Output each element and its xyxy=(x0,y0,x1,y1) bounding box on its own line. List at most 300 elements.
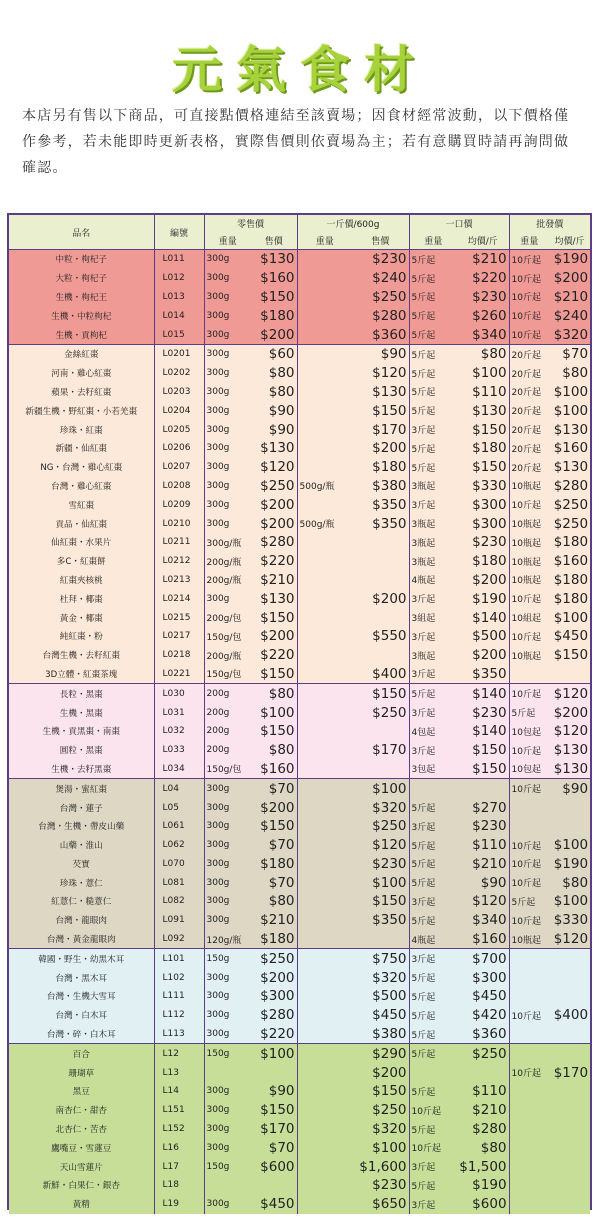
table-row xyxy=(9,703,590,722)
catty-weight xyxy=(297,608,352,627)
catty-price-link[interactable]: $120 xyxy=(352,364,409,383)
wholesale-price-link[interactable]: $250 xyxy=(549,514,590,533)
bulk-price-link[interactable]: $200 xyxy=(457,646,509,665)
bulk-min-qty: 5斤起 xyxy=(409,855,457,874)
wholesale-price-link[interactable]: $120 xyxy=(549,722,590,741)
wholesale-price-link[interactable]: $130 xyxy=(549,741,590,760)
wholesale-min-qty: 10瓶起 xyxy=(509,533,549,552)
table-row xyxy=(9,589,590,608)
retail-price-link[interactable]: $130 xyxy=(251,439,297,458)
catty-price-link[interactable]: $200 xyxy=(352,439,409,458)
wholesale-min-qty xyxy=(509,1120,549,1139)
wholesale-price-link[interactable]: $320 xyxy=(549,325,590,344)
retail-price-link[interactable]: $180 xyxy=(251,306,297,325)
catty-price-link[interactable]: $1,600 xyxy=(352,1157,409,1176)
wholesale-price-link xyxy=(549,817,590,836)
retail-price-link[interactable]: $90 xyxy=(251,1082,297,1101)
product-code: L070 xyxy=(154,855,204,874)
catty-price-link[interactable]: $380 xyxy=(352,477,409,496)
retail-price-link[interactable]: $120 xyxy=(251,458,297,477)
bulk-price-link[interactable]: $230 xyxy=(457,817,509,836)
wholesale-min-qty: 10瓶起 xyxy=(509,646,549,665)
bulk-price-link[interactable]: $450 xyxy=(457,987,509,1006)
catty-weight xyxy=(297,760,352,779)
product-code: L031 xyxy=(154,703,204,722)
retail-price-link[interactable]: $450 xyxy=(251,1195,297,1214)
wholesale-price-link[interactable]: $80 xyxy=(549,364,590,383)
wholesale-price-link[interactable]: $70 xyxy=(549,344,590,363)
catty-price-link[interactable]: $200 xyxy=(352,1063,409,1082)
retail-price-link[interactable]: $200 xyxy=(251,325,297,344)
bulk-price-link[interactable]: $210 xyxy=(457,855,509,874)
retail-price-link[interactable]: $280 xyxy=(251,533,297,552)
catty-price-link[interactable]: $180 xyxy=(352,458,409,477)
retail-weight: 300g xyxy=(204,306,251,325)
retail-weight: 200g xyxy=(204,722,251,741)
product-name: 台灣・黑木耳 xyxy=(9,968,154,987)
retail-price-link[interactable]: $150 xyxy=(251,722,297,741)
catty-price-link[interactable]: $250 xyxy=(352,817,409,836)
bulk-price-link[interactable]: $140 xyxy=(457,608,509,627)
wholesale-price-link[interactable]: $100 xyxy=(549,608,590,627)
product-code: L015 xyxy=(154,325,204,344)
wholesale-min-qty: 10斤起 xyxy=(509,306,549,325)
bulk-price-link[interactable]: $500 xyxy=(457,627,509,646)
bulk-price-link[interactable]: $420 xyxy=(457,1006,509,1025)
wholesale-price-link[interactable]: $100 xyxy=(549,383,590,402)
table-row xyxy=(9,608,590,627)
bulk-price-link[interactable]: $140 xyxy=(457,722,509,741)
table-row xyxy=(9,760,590,779)
retail-weight: 200g/瓶 xyxy=(204,552,251,571)
wholesale-price-link xyxy=(549,1120,590,1139)
catty-price-link[interactable]: $290 xyxy=(352,1044,409,1063)
catty-weight xyxy=(297,306,352,325)
catty-weight xyxy=(297,722,352,741)
bulk-price-link[interactable]: $110 xyxy=(457,836,509,855)
table-row xyxy=(9,798,590,817)
wholesale-price-link[interactable]: $180 xyxy=(549,571,590,590)
table-row xyxy=(9,458,590,477)
wholesale-price-link[interactable]: $150 xyxy=(549,646,590,665)
wholesale-price-link[interactable]: $120 xyxy=(549,684,590,703)
catty-weight xyxy=(297,288,352,307)
catty-price-link[interactable]: $240 xyxy=(352,269,409,288)
retail-price-link[interactable]: $150 xyxy=(251,1101,297,1120)
wholesale-price-link[interactable]: $400 xyxy=(549,1006,590,1025)
wholesale-price-link[interactable]: $190 xyxy=(549,855,590,874)
subheader-weight: 重量 xyxy=(204,232,251,250)
catty-price-link[interactable]: $100 xyxy=(352,1138,409,1157)
product-code: L0208 xyxy=(154,477,204,496)
bulk-min-qty: 5斤起 xyxy=(409,458,457,477)
bulk-price-link[interactable]: $180 xyxy=(457,439,509,458)
bulk-price-link[interactable]: $250 xyxy=(457,1044,509,1063)
bulk-price-link[interactable]: $210 xyxy=(457,250,509,269)
wholesale-price-link[interactable]: $190 xyxy=(549,250,590,269)
retail-price-link[interactable]: $180 xyxy=(251,930,297,949)
retail-price-link[interactable]: $90 xyxy=(251,401,297,420)
retail-weight: 300g xyxy=(204,439,251,458)
bulk-min-qty: 3斤起 xyxy=(409,1195,457,1214)
catty-price-link[interactable]: $230 xyxy=(352,855,409,874)
product-name: 台灣・雞心紅棗 xyxy=(9,477,154,496)
wholesale-min-qty: 20斤起 xyxy=(509,364,549,383)
retail-price-link[interactable]: $70 xyxy=(251,836,297,855)
wholesale-min-qty xyxy=(509,968,549,987)
bulk-price-link[interactable]: $230 xyxy=(457,288,509,307)
table-row xyxy=(9,1025,590,1044)
catty-price-link[interactable]: $170 xyxy=(352,420,409,439)
product-name: 生機・貢枸杞 xyxy=(9,325,154,344)
wholesale-price-link[interactable]: $200 xyxy=(549,269,590,288)
wholesale-min-qty: 10斤起 xyxy=(509,495,549,514)
wholesale-price-link[interactable]: $80 xyxy=(549,873,590,892)
retail-price-link[interactable]: $70 xyxy=(251,779,297,798)
retail-price-link[interactable]: $60 xyxy=(251,344,297,363)
bulk-price-link[interactable]: $340 xyxy=(457,325,509,344)
retail-weight: 150g/包 xyxy=(204,760,251,779)
retail-weight: 300g xyxy=(204,855,251,874)
retail-weight: 200g xyxy=(204,703,251,722)
retail-weight: 300g xyxy=(204,344,251,363)
wholesale-min-qty: 10斤起 xyxy=(509,855,549,874)
product-code: L0206 xyxy=(154,439,204,458)
header-retail: 零售價 xyxy=(204,215,297,232)
catty-weight xyxy=(297,684,352,703)
catty-weight xyxy=(297,439,352,458)
bulk-price-link[interactable]: $80 xyxy=(457,344,509,363)
product-name: 生機・中粒枸杞 xyxy=(9,306,154,325)
catty-weight xyxy=(297,892,352,911)
bulk-price-link[interactable]: $140 xyxy=(457,684,509,703)
retail-price-link[interactable]: $80 xyxy=(251,892,297,911)
table-row xyxy=(9,514,590,533)
product-code: L14 xyxy=(154,1082,204,1101)
product-code: L0212 xyxy=(154,552,204,571)
wholesale-min-qty xyxy=(509,987,549,1006)
product-code: L19 xyxy=(154,1195,204,1214)
catty-price-link[interactable]: $130 xyxy=(352,383,409,402)
wholesale-price-link xyxy=(549,1025,590,1044)
product-code: L092 xyxy=(154,930,204,949)
retail-price-link[interactable]: $170 xyxy=(251,1120,297,1139)
table-row xyxy=(9,892,590,911)
catty-price-link[interactable]: $150 xyxy=(352,1082,409,1101)
bulk-price-link[interactable]: $340 xyxy=(457,911,509,930)
wholesale-price-link[interactable]: $100 xyxy=(549,892,590,911)
header-name: 品名 xyxy=(9,215,154,250)
catty-price-link[interactable]: $120 xyxy=(352,836,409,855)
product-code: L0210 xyxy=(154,514,204,533)
bulk-price-link[interactable]: $150 xyxy=(457,458,509,477)
bulk-price-link[interactable]: $80 xyxy=(457,1138,509,1157)
retail-price-link[interactable]: $250 xyxy=(251,949,297,968)
wholesale-min-qty: 10斤起 xyxy=(509,779,549,798)
bulk-price-link[interactable]: $600 xyxy=(457,1195,509,1214)
retail-price-link[interactable]: $150 xyxy=(251,288,297,307)
retail-price-link[interactable]: $100 xyxy=(251,703,297,722)
wholesale-min-qty: 10瓶起 xyxy=(509,930,549,949)
bulk-min-qty: 5斤起 xyxy=(409,364,457,383)
table-row xyxy=(9,383,590,402)
catty-weight xyxy=(297,855,352,874)
bulk-price-link[interactable]: $90 xyxy=(457,873,509,892)
retail-price-link[interactable]: $130 xyxy=(251,250,297,269)
table-row xyxy=(9,817,590,836)
bulk-price-link[interactable]: $100 xyxy=(457,364,509,383)
bulk-price-link[interactable]: $160 xyxy=(457,930,509,949)
catty-price-link[interactable]: $250 xyxy=(352,288,409,307)
wholesale-min-qty: 10包起 xyxy=(509,722,549,741)
bulk-price-link[interactable]: $220 xyxy=(457,269,509,288)
wholesale-price-link[interactable]: $130 xyxy=(549,760,590,779)
bulk-price-link[interactable]: $200 xyxy=(457,571,509,590)
retail-weight: 300g xyxy=(204,817,251,836)
bulk-min-qty: 10斤起 xyxy=(409,1138,457,1157)
retail-price-link[interactable]: $250 xyxy=(251,477,297,496)
wholesale-min-qty: 20斤起 xyxy=(509,439,549,458)
catty-weight xyxy=(297,873,352,892)
catty-price-link[interactable]: $150 xyxy=(352,892,409,911)
catty-price-link[interactable]: $90 xyxy=(352,344,409,363)
retail-price-link[interactable]: $200 xyxy=(251,627,297,646)
catty-price-link[interactable]: $380 xyxy=(352,1025,409,1044)
retail-price-link[interactable]: $200 xyxy=(251,495,297,514)
retail-price-link[interactable]: $220 xyxy=(251,552,297,571)
product-name: 天山雪蓮片 xyxy=(9,1157,154,1176)
wholesale-price-link[interactable]: $100 xyxy=(549,401,590,420)
catty-price-link[interactable]: $360 xyxy=(352,325,409,344)
catty-price-link[interactable]: $320 xyxy=(352,798,409,817)
catty-price-link[interactable]: $200 xyxy=(352,589,409,608)
catty-price-link[interactable]: $150 xyxy=(352,684,409,703)
catty-price-link[interactable]: $230 xyxy=(352,1176,409,1195)
bulk-price-link[interactable]: $180 xyxy=(457,552,509,571)
retail-price-link[interactable]: $150 xyxy=(251,608,297,627)
wholesale-price-link[interactable]: $160 xyxy=(549,552,590,571)
bulk-price-link[interactable]: $280 xyxy=(457,1120,509,1139)
product-name: 多C・紅棗餅 xyxy=(9,552,154,571)
product-name: 大粒・枸杞子 xyxy=(9,269,154,288)
catty-price-link[interactable]: $550 xyxy=(352,627,409,646)
retail-weight: 300g xyxy=(204,1082,251,1101)
bulk-price-link[interactable]: $300 xyxy=(457,495,509,514)
retail-weight: 300g xyxy=(204,477,251,496)
bulk-price-link[interactable]: $120 xyxy=(457,892,509,911)
retail-price-link[interactable]: $220 xyxy=(251,646,297,665)
bulk-price-link[interactable]: $230 xyxy=(457,703,509,722)
wholesale-min-qty xyxy=(509,1157,549,1176)
catty-price-link[interactable]: $100 xyxy=(352,779,409,798)
wholesale-price-link[interactable]: $100 xyxy=(549,836,590,855)
catty-weight xyxy=(297,269,352,288)
wholesale-price-link[interactable]: $160 xyxy=(549,439,590,458)
bulk-price-link[interactable]: $150 xyxy=(457,420,509,439)
retail-price-link[interactable]: $200 xyxy=(251,968,297,987)
catty-weight xyxy=(297,589,352,608)
catty-weight xyxy=(297,798,352,817)
wholesale-price-link[interactable]: $130 xyxy=(549,420,590,439)
retail-price-link[interactable]: $70 xyxy=(251,873,297,892)
catty-weight xyxy=(297,1195,352,1214)
wholesale-price-link[interactable]: $330 xyxy=(549,911,590,930)
wholesale-price-link[interactable]: $120 xyxy=(549,930,590,949)
retail-weight: 300g xyxy=(204,250,251,269)
catty-price-link[interactable]: $750 xyxy=(352,949,409,968)
catty-weight xyxy=(297,383,352,402)
product-name: 台灣・生機大雪耳 xyxy=(9,987,154,1006)
wholesale-min-qty: 10斤起 xyxy=(509,269,549,288)
product-name: 珍珠・薏仁 xyxy=(9,873,154,892)
bulk-min-qty: 3瓶起 xyxy=(409,552,457,571)
retail-price-link[interactable]: $210 xyxy=(251,571,297,590)
retail-weight: 300g xyxy=(204,968,251,987)
catty-price-link[interactable]: $150 xyxy=(352,401,409,420)
retail-price-link[interactable]: $80 xyxy=(251,684,297,703)
bulk-price-link[interactable]: $230 xyxy=(457,533,509,552)
product-code: L0215 xyxy=(154,608,204,627)
table-row xyxy=(9,1120,590,1139)
catty-price-link[interactable]: $320 xyxy=(352,1120,409,1139)
bulk-min-qty: 3斤起 xyxy=(409,627,457,646)
catty-price-link[interactable]: $350 xyxy=(352,495,409,514)
product-name: 生機・枸杞王 xyxy=(9,288,154,307)
wholesale-price-link[interactable]: $90 xyxy=(549,779,590,798)
retail-price-link[interactable]: $200 xyxy=(251,514,297,533)
bulk-price-link[interactable]: $190 xyxy=(457,1176,509,1195)
wholesale-min-qty: 10斤起 xyxy=(509,836,549,855)
table-row xyxy=(9,1063,590,1082)
table-row xyxy=(9,325,590,344)
catty-price-link[interactable]: $170 xyxy=(352,741,409,760)
product-code: L014 xyxy=(154,306,204,325)
wholesale-min-qty: 10斤起 xyxy=(509,288,549,307)
retail-price-link[interactable]: $200 xyxy=(251,798,297,817)
product-name: 3D立體・紅棗茶塊 xyxy=(9,665,154,684)
wholesale-price-link[interactable]: $250 xyxy=(549,495,590,514)
wholesale-price-link xyxy=(549,665,590,684)
bulk-price-link[interactable]: $700 xyxy=(457,949,509,968)
retail-weight: 150g xyxy=(204,1157,251,1176)
catty-price-link[interactable]: $280 xyxy=(352,306,409,325)
catty-weight xyxy=(297,741,352,760)
retail-price-link[interactable]: $160 xyxy=(251,269,297,288)
bulk-price-link[interactable]: $1,500 xyxy=(457,1157,509,1176)
retail-weight: 150g xyxy=(204,1044,251,1063)
catty-price-link[interactable]: $250 xyxy=(352,703,409,722)
wholesale-price-link[interactable]: $170 xyxy=(549,1063,590,1082)
product-name: 百合 xyxy=(9,1044,154,1063)
bulk-price-link[interactable]: $150 xyxy=(457,760,509,779)
catty-price-link[interactable]: $350 xyxy=(352,514,409,533)
catty-price-link[interactable]: $230 xyxy=(352,250,409,269)
retail-weight: 300g xyxy=(204,1120,251,1139)
bulk-price-link[interactable]: $130 xyxy=(457,401,509,420)
catty-weight xyxy=(297,571,352,590)
subheader-price: 售價 xyxy=(352,232,409,250)
wholesale-min-qty xyxy=(509,1025,549,1044)
wholesale-price-link[interactable]: $280 xyxy=(549,477,590,496)
catty-weight xyxy=(297,1176,352,1195)
catty-weight xyxy=(297,779,352,798)
table-row xyxy=(9,968,590,987)
bulk-price-link[interactable]: $150 xyxy=(457,741,509,760)
catty-price-link[interactable]: $320 xyxy=(352,968,409,987)
retail-price-link[interactable]: $150 xyxy=(251,817,297,836)
bulk-price-link[interactable]: $270 xyxy=(457,798,509,817)
catty-weight xyxy=(297,1157,352,1176)
catty-price-link[interactable]: $400 xyxy=(352,665,409,684)
retail-price-link[interactable]: $600 xyxy=(251,1157,297,1176)
catty-price-link[interactable]: $100 xyxy=(352,873,409,892)
retail-price-link[interactable]: $160 xyxy=(251,760,297,779)
bulk-price-link[interactable]: $110 xyxy=(457,383,509,402)
catty-price-link[interactable]: $450 xyxy=(352,1006,409,1025)
bulk-price-link[interactable]: $190 xyxy=(457,589,509,608)
retail-price-link[interactable]: $80 xyxy=(251,383,297,402)
wholesale-price-link[interactable]: $240 xyxy=(549,306,590,325)
retail-price-link[interactable]: $80 xyxy=(251,364,297,383)
retail-price-link xyxy=(251,1063,297,1082)
catty-price-link[interactable]: $500 xyxy=(352,987,409,1006)
table-row xyxy=(9,741,590,760)
bulk-min-qty: 3瓶起 xyxy=(409,477,457,496)
wholesale-price-link[interactable]: $180 xyxy=(549,533,590,552)
catty-price-link[interactable]: $250 xyxy=(352,1101,409,1120)
retail-price-link[interactable]: $70 xyxy=(251,1138,297,1157)
retail-price-link[interactable]: $220 xyxy=(251,1025,297,1044)
product-code: L0203 xyxy=(154,383,204,402)
bulk-price-link[interactable]: $300 xyxy=(457,514,509,533)
bulk-price-link[interactable]: $330 xyxy=(457,477,509,496)
catty-weight xyxy=(297,495,352,514)
retail-price-link[interactable]: $210 xyxy=(251,911,297,930)
retail-weight: 300g xyxy=(204,1006,251,1025)
wholesale-price-link[interactable]: $450 xyxy=(549,627,590,646)
retail-price-link[interactable]: $280 xyxy=(251,1006,297,1025)
catty-price-link[interactable]: $650 xyxy=(352,1195,409,1214)
catty-price-link[interactable]: $350 xyxy=(352,911,409,930)
bulk-price-link[interactable]: $260 xyxy=(457,306,509,325)
wholesale-price-link[interactable]: $180 xyxy=(549,589,590,608)
retail-price-link[interactable]: $130 xyxy=(251,589,297,608)
product-name: 圓粒・黑棗 xyxy=(9,741,154,760)
product-name: 南杏仁・甜杏 xyxy=(9,1101,154,1120)
product-name: 台灣・黃金龍眼肉 xyxy=(9,930,154,949)
product-code: L0204 xyxy=(154,401,204,420)
table-row xyxy=(9,1044,590,1063)
table-row xyxy=(9,911,590,930)
wholesale-price-link xyxy=(549,949,590,968)
retail-price-link[interactable]: $300 xyxy=(251,987,297,1006)
wholesale-price-link xyxy=(549,1157,590,1176)
bulk-price-link[interactable]: $350 xyxy=(457,665,509,684)
retail-price-link[interactable]: $80 xyxy=(251,741,297,760)
bulk-price-link[interactable]: $110 xyxy=(457,1082,509,1101)
wholesale-price-link[interactable]: $210 xyxy=(549,288,590,307)
retail-price-link[interactable]: $180 xyxy=(251,855,297,874)
wholesale-price-link[interactable]: $200 xyxy=(549,703,590,722)
retail-price-link[interactable]: $150 xyxy=(251,665,297,684)
bulk-price-link[interactable]: $300 xyxy=(457,968,509,987)
wholesale-price-link[interactable]: $130 xyxy=(549,458,590,477)
bulk-price-link[interactable]: $360 xyxy=(457,1025,509,1044)
retail-price-link[interactable]: $90 xyxy=(251,420,297,439)
retail-price-link[interactable]: $100 xyxy=(251,1044,297,1063)
bulk-price-link[interactable]: $210 xyxy=(457,1101,509,1120)
catty-weight xyxy=(297,1101,352,1120)
